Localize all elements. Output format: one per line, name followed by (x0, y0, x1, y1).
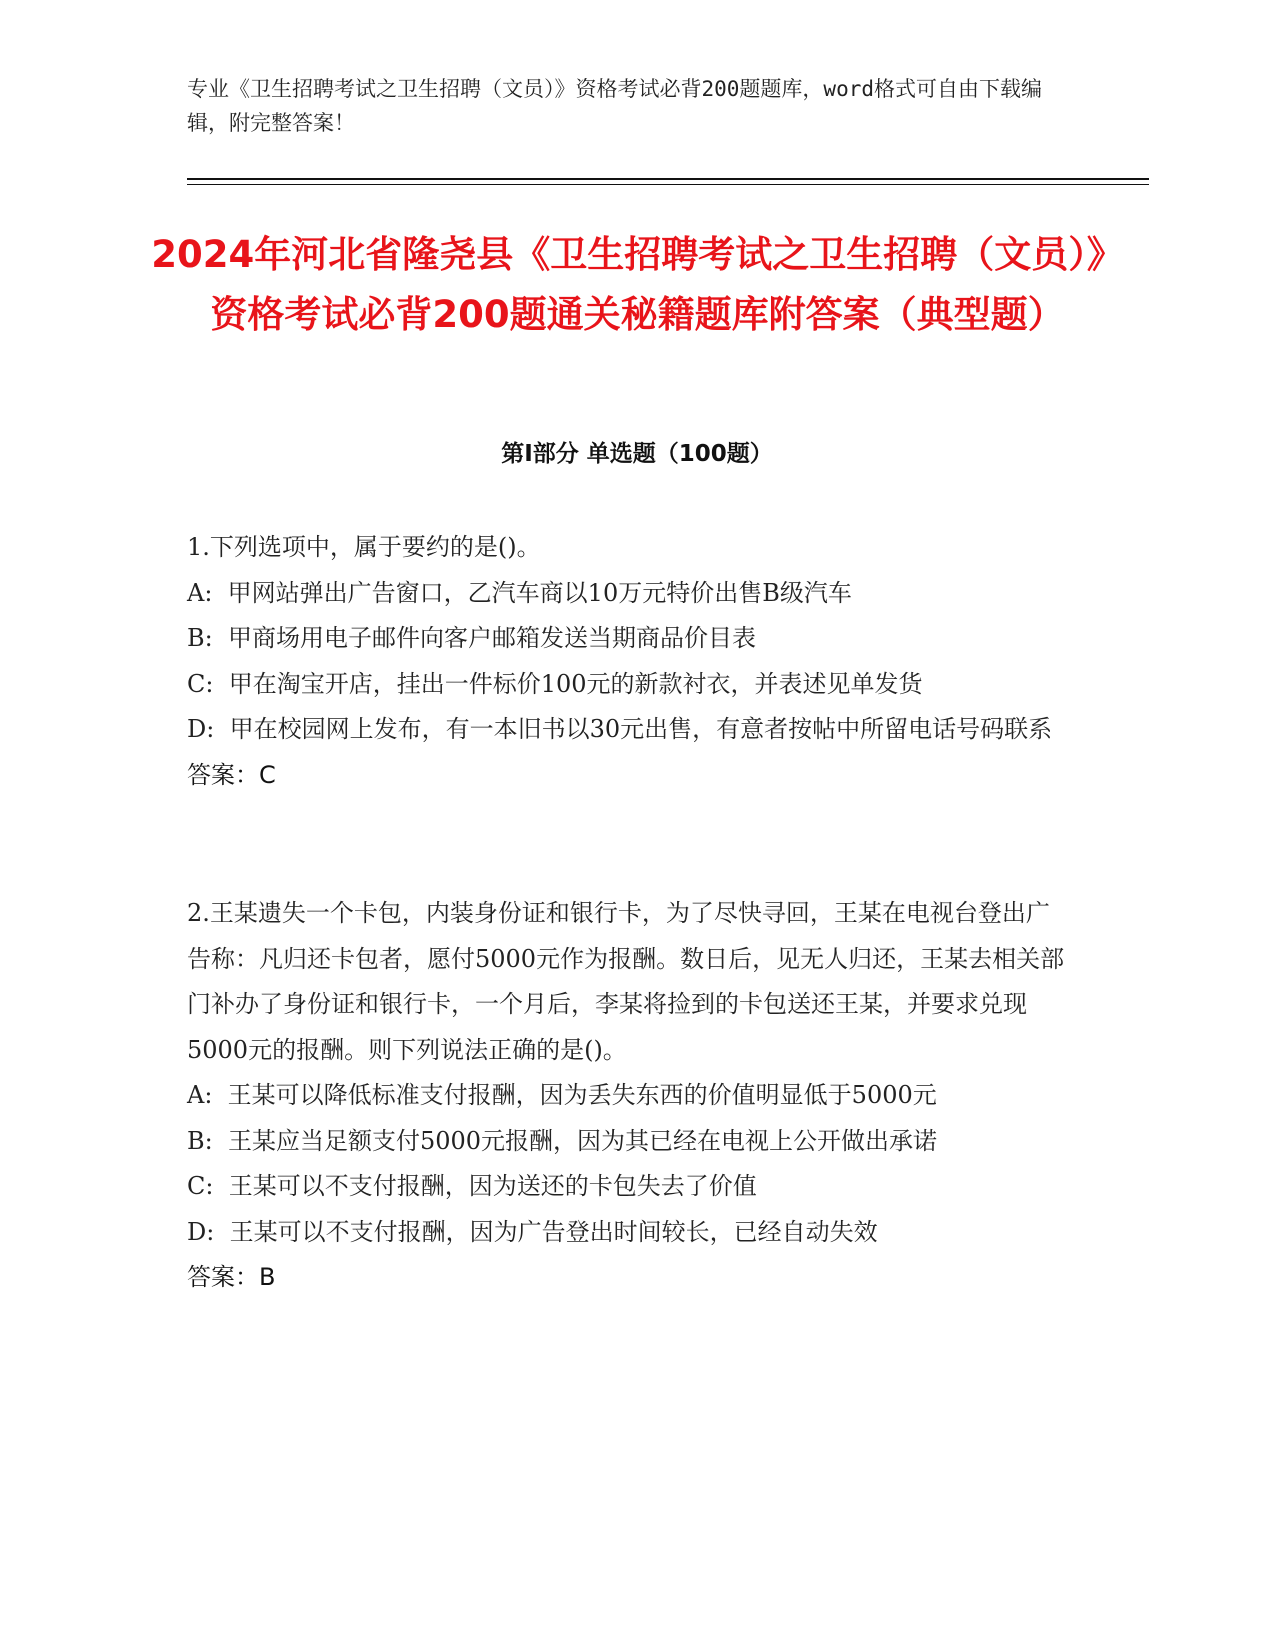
option-a: A: 王某可以降低标准支付报酬，因为丢失东西的价值明显低于5000元 (187, 1081, 937, 1109)
question-block (187, 525, 1067, 798)
answer-line: 答案：B (187, 1263, 276, 1291)
header-note: 专业《卫生招聘考试之卫生招聘（文员）》资格考试必背200题题库，word格式可自由下载编辑，附完整答案！ (187, 77, 1042, 135)
option-b: B: 甲商场用电子邮件向客户邮箱发送当期商品价目表 (187, 624, 756, 652)
question-stem: 1.下列选项中，属于要约的是()。 (187, 533, 541, 561)
question-block (187, 891, 1067, 1301)
header-divider-thick (187, 178, 1149, 180)
question-stem: 2.王某遗失一个卡包，内装身份证和银行卡，为了尽快寻回，王某在电视台登出广告称：凡归还卡包者，愿付5000元作为报酬。数日后，见无人归还，王某去相关部门补办了身份证和银行卡，一个月后，李某将捡到的卡包送还王某，并要求兑现5000元的报酬。则下列说法正确的是()。 (187, 899, 1065, 1064)
option-c: C: 王某可以不支付报酬，因为送还的卡包失去了价值 (187, 1172, 757, 1200)
option-d: D: 甲在校园网上发布，有一本旧书以30元出售，有意者按帖中所留电话号码联系 (187, 715, 1053, 743)
option-d: D: 王某可以不支付报酬，因为广告登出时间较长，已经自动失效 (187, 1217, 878, 1246)
answer-line: 答案：C (187, 760, 276, 789)
option-c: C: 甲在淘宝开店，挂出一件标价100元的新款衬衣，并表述见单发货 (187, 669, 923, 698)
section-heading: 第Ⅰ部分 单选题（100题） (501, 441, 773, 467)
option-b: B: 王某应当足额支付5000元报酬，因为其已经在电视上公开做出承诺 (187, 1126, 938, 1155)
header-divider-thin (187, 184, 1149, 185)
option-a: A: 甲网站弹出广告窗口，乙汽车商以10万元特价出售B级汽车 (187, 578, 852, 607)
document-title: 2024年河北省隆尧县《卫生招聘考试之卫生招聘（文员）》资格考试必背200题通关秘籍题库附答案（典型题） (151, 233, 1124, 336)
